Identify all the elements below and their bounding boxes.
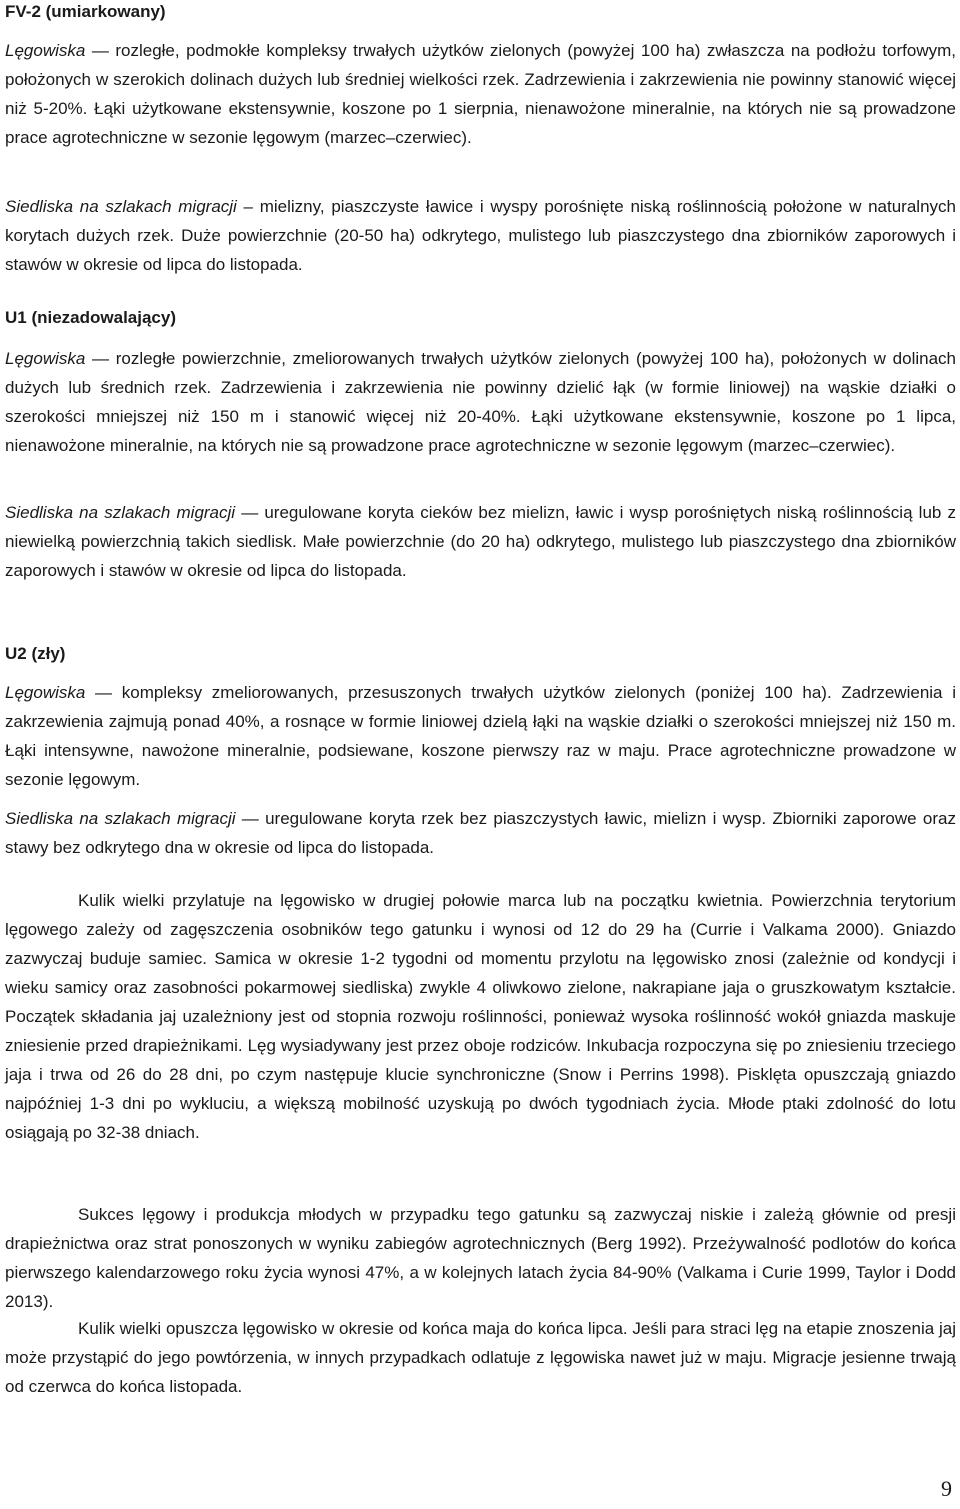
fv2-breeding-label: Lęgowiska bbox=[5, 41, 86, 60]
section-heading-u2: U2 (zły) bbox=[5, 644, 66, 663]
u2-migration-text: — uregulowane koryta rzek bez piaszczystych ławic, mielizn i wysp. Zbiorniki zaporowe oraz stawy bez odkrytego dna w okresie od lipca do listopada. bbox=[5, 809, 956, 857]
u2-migration-label: Siedliska na szlakach migracji bbox=[5, 809, 236, 828]
u2-breeding-text: — kompleksy zmeliorowanych, przesuszonych trwałych użytków zielonych (poniżej 100 ha). Zadrzewienia i zakrzewienia zajmują ponad 40%, a rosnące w formie liniowej dzielą łąki na wąskie działki o szerokości mniejszej niż 150 m. Łąki intensywne, nawożone mineralnie, podsiewane, koszone pierwszy raz w maju. Prace agrotechniczne prowadzone w sezonie lęgowym. bbox=[5, 683, 956, 789]
u2-breeding-paragraph bbox=[5, 678, 956, 794]
section-heading-fv2: FV-2 (umiarkowany) bbox=[5, 2, 166, 21]
section-heading-u1: U1 (niezadowalający) bbox=[5, 308, 177, 327]
u1-migration-text: — uregulowane koryta cieków bez mielizn, ławic i wysp porośniętych niską roślinnością lub z niewielką powierzchnią takich siedlisk. Małe powierzchnie (do 20 ha) odkrytego, mulistego lub piaszczystego dna zbiorników zaporowych i stawów w okresie od lipca do listopada. bbox=[5, 503, 956, 580]
u2-migration-paragraph bbox=[5, 804, 956, 862]
fv2-breeding-text: — rozległe, podmokłe kompleksy trwałych użytków zielonych (powyżej 100 ha) zwłaszcza na podłożu torfowym, położonych w szerokich dolinach dużych lub średniej wielkości rzek. Zadrzewienia i zakrzewienia nie powinny stanowić więcej niż 5-20%. Łąki użytkowane ekstensywnie, koszone po 1 sierpnia, nienawożone mineralnie, na których nie są prowadzone prace agrotechniczne w sezonie lęgowym (marzec‒czerwiec). bbox=[5, 41, 956, 147]
page-number: 9 bbox=[941, 1476, 952, 1501]
u1-breeding-paragraph bbox=[5, 344, 956, 460]
fv2-breeding-paragraph bbox=[5, 36, 956, 152]
u2-breeding-label: Lęgowiska bbox=[5, 683, 86, 702]
body-paragraph-departure-migration: Kulik wielki opuszcza lęgowisko w okresie od końca maja do końca lipca. Jeśli para straci lęg na etapie znoszenia jaj może przystąpić do jego powtórzenia, w innych przypadkach odlatuje z lęgowiska nawet już w maju. Migracje jesienne trwają od czerwca do końca listopada. bbox=[5, 1319, 956, 1396]
u1-breeding-label: Lęgowiska bbox=[5, 349, 86, 368]
body-paragraph-breeding-success: Sukces lęgowy i produkcja młodych w przypadku tego gatunku są zazwyczaj niskie i zależą głównie od presji drapieżnictwa oraz strat ponoszonych w wyniku zabiegów agrotechnicznych (Berg 1992). Przeżywalność podlotów do końca pierwszego kalendarzowego roku życia wynosi 47%, a w kolejnych latach życia 84-90% (Valkama i Curie 1999, Taylor i Dodd 2013). bbox=[5, 1205, 956, 1311]
fv2-migration-text: ‒ mielizny, piaszczyste ławice i wyspy porośnięte niską roślinnością położone w naturalnych korytach dużych rzek. Duże powierzchnie (20-50 ha) odkrytego, mulistego lub piaszczystego dna zbiorników zaporowych i stawów w okresie od lipca do listopada. bbox=[5, 197, 956, 274]
u1-migration-paragraph bbox=[5, 498, 956, 585]
fv2-migration-paragraph bbox=[5, 192, 956, 279]
body-paragraph-breeding-biology: Kulik wielki przylatuje na lęgowisko w drugiej połowie marca lub na początku kwietnia. Powierzchnia terytorium lęgowego zależy od zagęszczenia osobników tego gatunku i wynosi od 12 do 29 ha (Currie i Valkama 2000). Gniazdo zazwyczaj buduje samiec. Samica w okresie 1-2 tygodni od momentu przylotu na lęgowisko znosi (zależnie od kondycji i wieku samicy oraz zasobności pokarmowej siedliska) zwykle 4 oliwkowo zielone, nakrapiane jaja o gruszkowatym kształcie. Początek składania jaj uzależniony jest od stopnia rozwoju roślinności, ponieważ wysoka roślinność wokół gniazda maskuje zniesienie przed drapieżnikami. Lęg wysiadywany jest przez oboje rodziców. Inkubacja rozpoczyna się po zniesieniu trzeciego jaja i trwa od 26 do 28 dni, po czym następuje klucie synchroniczne (Snow i Perrins 1998). Pisklęta opuszczają gniazdo najpóźniej 1-3 dni po wykluciu, a większą mobilność uzyskują po dwóch tygodniach życia. Młode ptaki zdolność do lotu osiągają po 32-38 dniach. bbox=[5, 891, 956, 1142]
u1-migration-label: Siedliska na szlakach migracji bbox=[5, 503, 236, 522]
fv2-migration-label: Siedliska na szlakach migracji bbox=[5, 197, 237, 216]
u1-breeding-text: — rozległe powierzchnie, zmeliorowanych trwałych użytków zielonych (powyżej 100 ha), położonych w dolinach dużych lub średnich rzek. Zadrzewienia i zakrzewienia nie powinny dzielić łąk (w formie liniowej) na wąskie działki o szerokości mniejszej niż 150 m i stanowić więcej niż 20-40%. Łąki użytkowane ekstensywnie, koszone po 1 lipca, nienawożone mineralnie, na których nie są prowadzone prace agrotechniczne w sezonie lęgowym (marzec‒czerwiec). bbox=[5, 349, 956, 455]
